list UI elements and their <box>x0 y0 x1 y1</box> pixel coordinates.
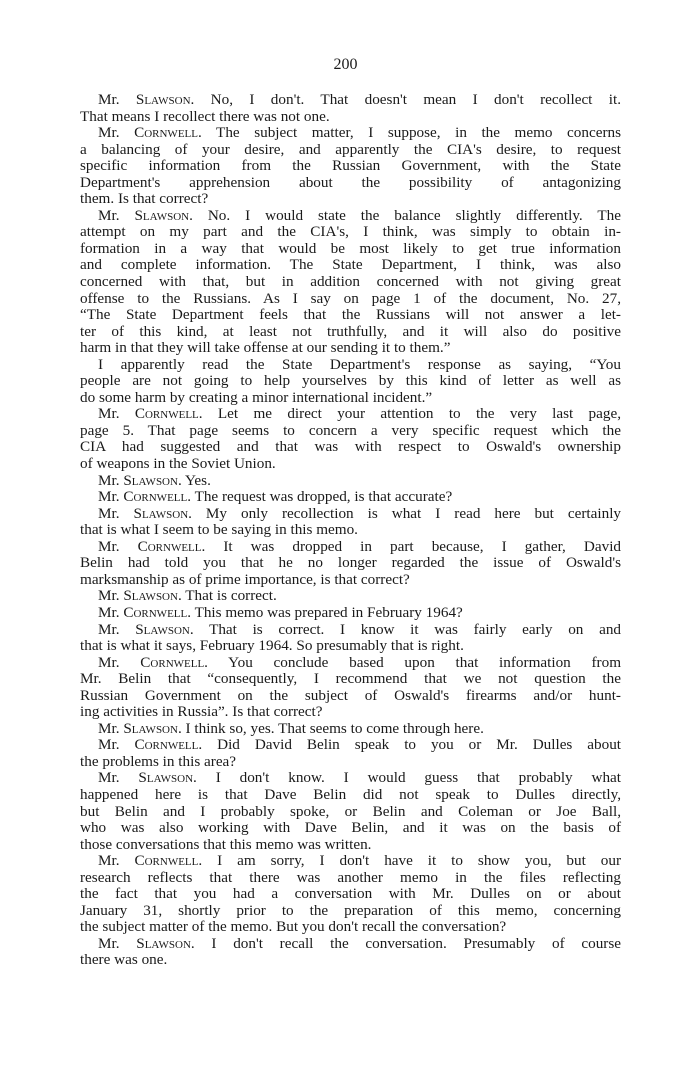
speaker-name: Cornwell. <box>123 603 192 621</box>
testimony-paragraph <box>80 936 621 969</box>
speaker-title: Mr. <box>98 405 120 423</box>
line-text: those conversations that this memo was written. <box>80 835 372 853</box>
line-text: harm in that they will take offense at our sending it to them.” <box>80 339 451 357</box>
text-line <box>80 357 621 374</box>
line-text: ter of this kind, at least not truthfully, and it will also do positive <box>80 322 621 340</box>
line-text: Did David Belin speak to you or Mr. Dulles about <box>217 736 622 754</box>
text-line <box>80 870 621 887</box>
text-line <box>80 506 621 523</box>
testimony-paragraph <box>80 770 621 853</box>
line-text: I think so, yes. That seems to come through here. <box>185 719 484 737</box>
testimony-paragraph <box>80 473 621 490</box>
line-text: I don't know. I would guess that probably what <box>215 769 622 787</box>
text-line <box>80 605 621 622</box>
line-text: I am sorry, I don't have it to show you, but our <box>217 852 622 870</box>
line-text: That means I recollect there was not one. <box>80 107 330 125</box>
line-text: attempt on my part and the CIA's, I think, was simply to obtain in- <box>80 223 621 241</box>
line-text: ing activities in Russia”. Is that correct? <box>80 703 323 721</box>
line-text: The request was dropped, is that accurate? <box>194 488 453 506</box>
testimony-paragraph <box>80 92 621 125</box>
text-line <box>80 919 621 936</box>
text-line <box>80 390 621 407</box>
text-line <box>80 241 621 258</box>
speaker-name: Cornwell. <box>134 736 203 754</box>
speaker-title: Mr. <box>98 537 120 555</box>
text-line <box>80 274 621 291</box>
text-line <box>80 158 621 175</box>
line-text: happened here is that Dave Belin did not speak to Dulles directly, <box>80 785 621 803</box>
text-line <box>80 142 621 159</box>
text-line <box>80 886 621 903</box>
line-text: My only recollection is what I read here but certainly <box>205 504 622 522</box>
speaker-name: Cornwell. <box>140 653 208 671</box>
speaker-title: Mr. <box>98 603 120 621</box>
speaker-name: Slawson. <box>123 471 182 489</box>
text-line <box>80 109 621 126</box>
line-text: marksmanship as of prime importance, is that correct? <box>80 570 410 588</box>
text-line <box>80 555 621 572</box>
text-line <box>80 588 621 605</box>
text-line <box>80 721 621 738</box>
speaker-title: Mr. <box>98 736 120 754</box>
testimony-paragraph <box>80 208 621 357</box>
line-text: but Belin and I probably spoke, or Belin and Coleman or Joe Ball, <box>80 802 621 820</box>
line-text: “The State Department feels that the Russians will not answer a let- <box>80 306 621 324</box>
text-line <box>80 224 621 241</box>
testimony-paragraph <box>80 406 621 472</box>
speaker-title: Mr. <box>98 206 120 224</box>
text-line <box>80 837 621 854</box>
text-line <box>80 125 621 142</box>
testimony-paragraph <box>80 125 621 208</box>
text-line <box>80 655 621 672</box>
speaker-name: Cornwell. <box>123 488 192 506</box>
line-text: of weapons in the Soviet Union. <box>80 455 276 473</box>
text-line <box>80 853 621 870</box>
line-text: Yes. <box>184 471 211 489</box>
line-text: That is correct. <box>185 587 277 605</box>
text-line <box>80 936 621 953</box>
text-line <box>80 291 621 308</box>
text-line <box>80 439 621 456</box>
line-text: You conclude based upon that information from <box>228 653 622 671</box>
text-line <box>80 787 621 804</box>
text-line <box>80 770 621 787</box>
text-line <box>80 820 621 837</box>
testimony-paragraph <box>80 539 621 589</box>
text-line <box>80 671 621 688</box>
speaker-name: Slawson. <box>135 91 195 108</box>
text-line <box>80 754 621 771</box>
speaker-name: Slawson. <box>133 504 192 522</box>
line-text: Russian Government on the subject of Oswald's firearms and/or hunt- <box>80 686 621 704</box>
line-text: I apparently read the State Department's response as saying, “You <box>98 355 621 373</box>
speaker-title: Mr. <box>98 488 120 506</box>
line-text: Belin had told you that he no longer regarded the issue of Oswald's <box>80 554 621 572</box>
page-number: 200 <box>333 56 358 73</box>
text-line <box>80 539 621 556</box>
testimony-paragraph <box>80 655 621 721</box>
line-text: Mr. Belin that “consequently, I recommend that we not question the <box>80 670 621 688</box>
line-text: The subject matter, I suppose, in the memo concerns <box>216 124 622 142</box>
testimony-paragraph <box>80 489 621 506</box>
text-line <box>80 522 621 539</box>
line-text: formation in a way that would be most likely to get true information <box>80 239 621 257</box>
text-line <box>80 489 621 506</box>
text-line <box>80 191 621 208</box>
text-line <box>80 638 621 655</box>
speaker-title: Mr. <box>98 91 120 108</box>
line-text: people are not going to help yourselves by this kind of letter as well as <box>80 372 621 390</box>
speaker-title: Mr. <box>98 620 120 638</box>
text-line <box>80 406 621 423</box>
testimony-paragraph <box>80 506 621 539</box>
line-text: that is what it says, February 1964. So presumably that is right. <box>80 637 464 655</box>
text-line <box>80 373 621 390</box>
speaker-name: Cornwell. <box>134 852 203 870</box>
text-line <box>80 257 621 274</box>
line-text: them. Is that correct? <box>80 190 209 208</box>
text-line <box>80 208 621 225</box>
speaker-name: Slawson. <box>135 620 194 638</box>
speaker-name: Slawson. <box>123 719 182 737</box>
text-line <box>80 175 621 192</box>
testimony-paragraph <box>80 721 621 738</box>
line-text: I don't recall the conversation. Presumably of course <box>211 934 622 952</box>
document-body <box>80 92 621 969</box>
speaker-name: Slawson. <box>138 769 197 787</box>
speaker-title: Mr. <box>98 934 120 952</box>
line-text: and complete information. The State Department, I think, was also <box>80 256 621 274</box>
line-text: CIA had suggested and that was with respect to Oswald's ownership <box>80 438 621 456</box>
text-line <box>80 340 621 357</box>
text-line <box>80 423 621 440</box>
line-text: That is correct. I know it was fairly early on and <box>209 620 622 638</box>
line-text: January 31, shortly prior to the preparation of this memo, concerning <box>80 901 621 919</box>
text-line <box>80 473 621 490</box>
line-text: the fact that you had a conversation with Mr. Dulles on or about <box>80 885 621 903</box>
text-line <box>80 952 621 969</box>
testimony-paragraph <box>80 737 621 770</box>
speaker-title: Mr. <box>98 719 120 737</box>
speaker-title: Mr. <box>98 471 120 489</box>
testimony-paragraph <box>80 622 621 655</box>
speaker-name: Cornwell. <box>134 124 202 142</box>
line-text: No. I would state the balance slightly differently. The <box>207 206 621 224</box>
speaker-title: Mr. <box>98 769 120 787</box>
line-text: the problems in this area? <box>80 752 237 770</box>
text-line <box>80 804 621 821</box>
text-line <box>80 307 621 324</box>
testimony-paragraph <box>80 357 621 407</box>
speaker-name: Cornwell. <box>134 405 203 423</box>
line-text: Department's apprehension about the possibility of antagonizing <box>80 173 621 191</box>
text-line <box>80 324 621 341</box>
line-text: offense to the Russians. As I say on page 1 of the document, No. 27, <box>80 289 621 307</box>
line-text: research reflects that there was another memo in the files reflecting <box>80 868 621 886</box>
line-text: specific information from the Russian Government, with the State <box>80 157 621 175</box>
testimony-paragraph <box>80 605 621 622</box>
line-text: concerned with that, but in addition concerned with not giving great <box>80 273 621 291</box>
speaker-title: Mr. <box>98 653 120 671</box>
text-line <box>80 622 621 639</box>
speaker-name: Slawson. <box>134 206 193 224</box>
text-line <box>80 688 621 705</box>
text-line <box>80 903 621 920</box>
line-text: there was one. <box>80 951 168 969</box>
line-text: that is what I seem to be saying in this memo. <box>80 521 358 539</box>
line-text: Let me direct your attention to the very last page, <box>217 405 622 423</box>
text-line <box>80 704 621 721</box>
line-text: No, I don't. That doesn't mean I don't recollect it. <box>210 91 621 108</box>
line-text: do some harm by creating a minor international incident.” <box>80 388 433 406</box>
text-line <box>80 572 621 589</box>
text-line <box>80 737 621 754</box>
speaker-name: Cornwell. <box>137 537 206 555</box>
speaker-name: Slawson. <box>136 934 195 952</box>
line-text: who was also working with Dave Belin, and it was on the basis of <box>80 819 621 837</box>
speaker-title: Mr. <box>98 587 120 605</box>
line-text: This memo was prepared in February 1964? <box>194 603 463 621</box>
line-text: It was dropped in part because, I gather, David <box>223 537 622 555</box>
testimony-paragraph <box>80 588 621 605</box>
text-line <box>80 456 621 473</box>
speaker-title: Mr. <box>98 124 120 142</box>
speaker-name: Slawson. <box>123 587 182 605</box>
line-text: the subject matter of the memo. But you don't recall the conversation? <box>80 918 507 936</box>
line-text: page 5. That page seems to concern a very specific request which the <box>80 421 621 439</box>
text-line <box>80 92 621 109</box>
speaker-title: Mr. <box>98 504 120 522</box>
line-text: a balancing of your desire, and apparently the CIA's desire, to request <box>80 140 621 158</box>
testimony-paragraph <box>80 853 621 936</box>
speaker-title: Mr. <box>98 852 120 870</box>
